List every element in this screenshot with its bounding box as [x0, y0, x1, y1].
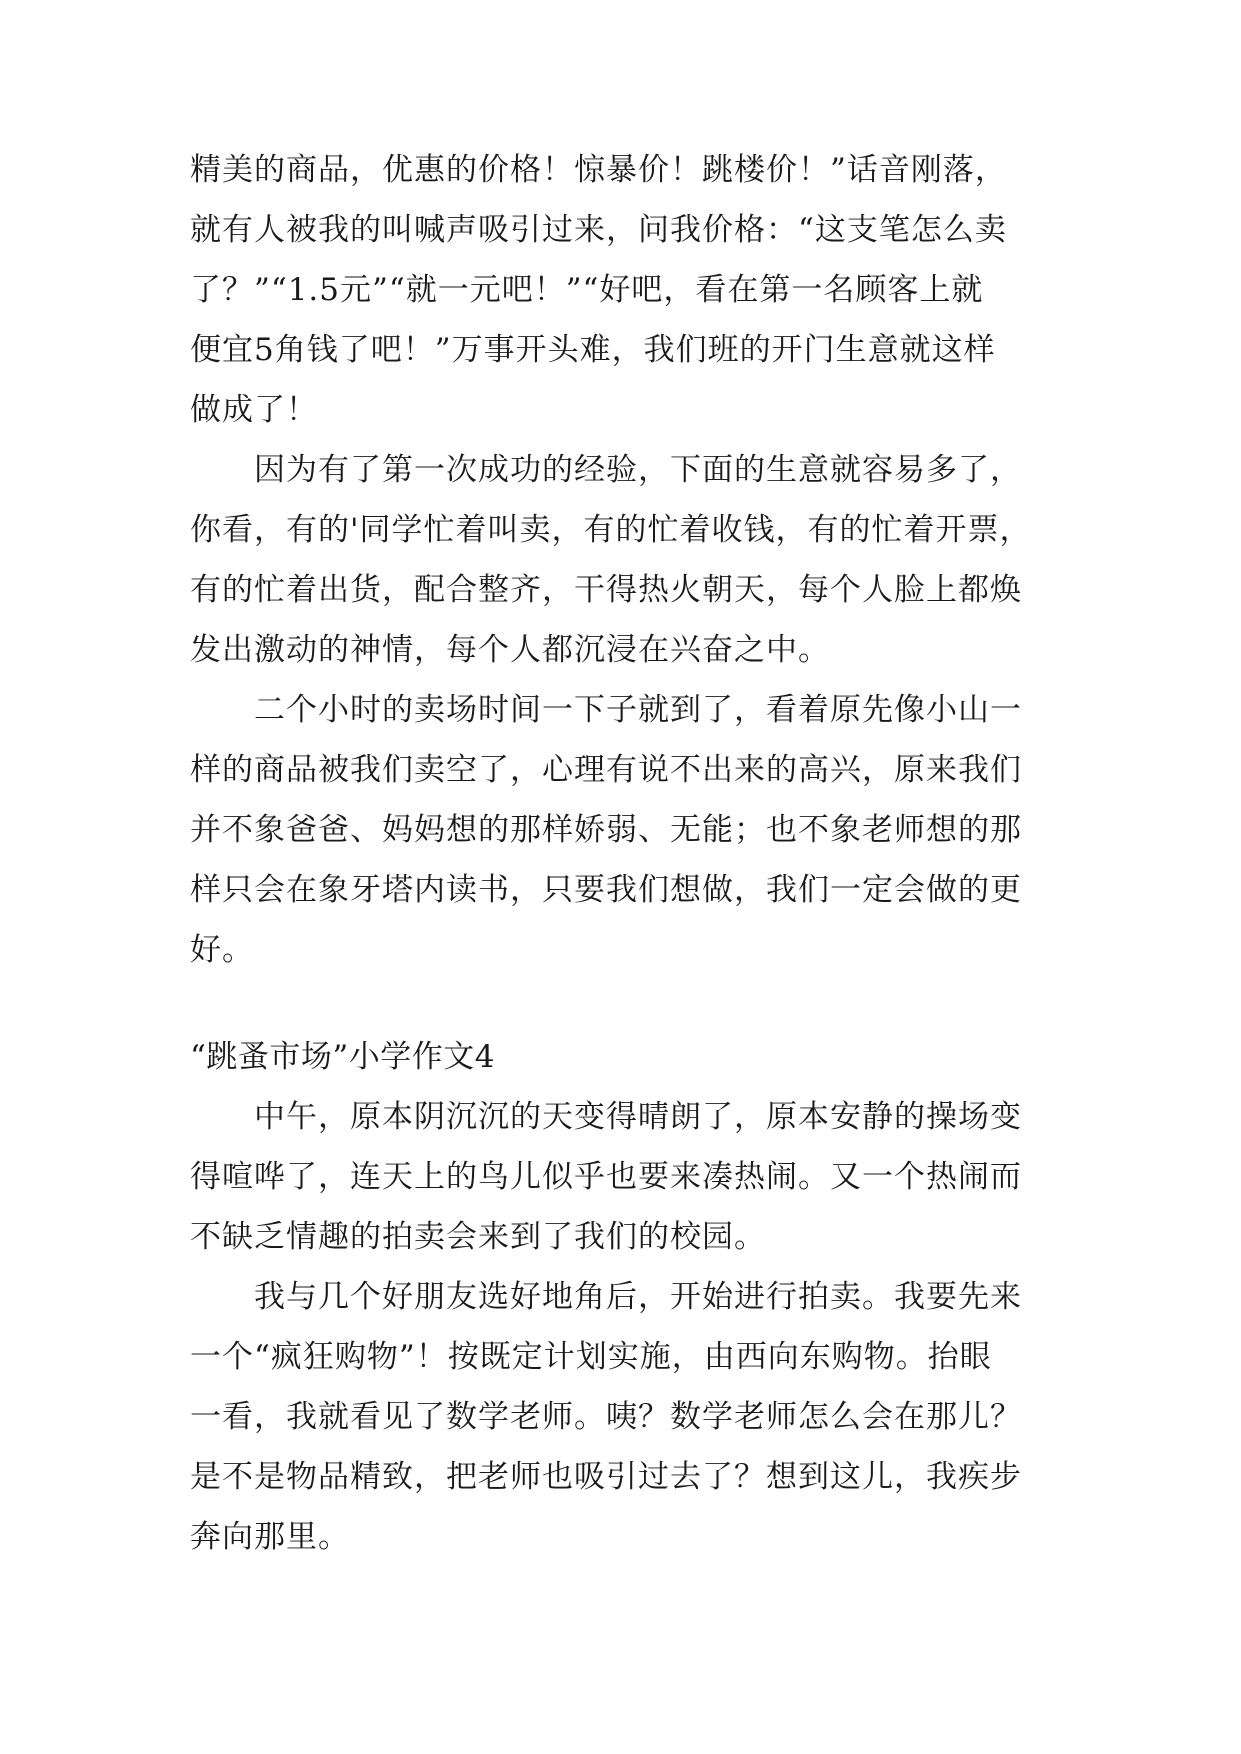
paragraph-line: 一个“疯狂购物”！按既定计划实施，由西向东购物。抬眼	[190, 1339, 992, 1375]
paragraph-line: 奔向那里。	[190, 1519, 350, 1555]
paragraph-line: 做成了！	[190, 392, 318, 428]
paragraph-line: 一看，我就看见了数学老师。咦？数学老师怎么会在那儿？	[190, 1399, 1022, 1435]
paragraph-line: 样只会在象牙塔内读书，只要我们想做，我们一定会做的更	[190, 872, 1022, 908]
paragraph-line: 便宜5角钱了吧！”万事开头难，我们班的开门生意就这样	[190, 332, 996, 368]
paragraph-line: 我与几个好朋友选好地角后，开始进行拍卖。我要先来	[254, 1279, 1022, 1315]
paragraph-line: 中午，原本阴沉沉的天变得晴朗了，原本安静的操场变	[254, 1099, 1022, 1135]
paragraph-line: 是不是物品精致，把老师也吸引过去了？想到这儿，我疾步	[190, 1459, 1022, 1495]
paragraph-line: 样的商品被我们卖空了，心理有说不出来的高兴，原来我们	[190, 752, 1022, 788]
paragraph-line: 二个小时的卖场时间一下子就到了，看着原先像小山一	[254, 692, 1022, 728]
paragraph-line: 好。	[190, 932, 254, 968]
paragraph-line: 就有人被我的叫喊声吸引过来，问我价格：“这支笔怎么卖	[190, 212, 1007, 248]
paragraph-line: 发出激动的神情，每个人都沉浸在兴奋之中。	[190, 632, 830, 668]
paragraph-line: 并不象爸爸、妈妈想的那样娇弱、无能；也不象老师想的那	[190, 812, 1022, 848]
paragraph-line: 不缺乏情趣的拍卖会来到了我们的校园。	[190, 1219, 766, 1255]
paragraph-line: 精美的商品，优惠的价格！惊暴价！跳楼价！”话音刚落，	[190, 152, 1007, 188]
paragraph-line: 得喧哗了，连天上的鸟儿似乎也要来凑热闹。又一个热闹而	[190, 1159, 1022, 1195]
paragraph-line: 了？”“1.5元”“就一元吧！”“好吧，看在第一名顾客上就	[190, 272, 984, 308]
paragraph-line: 有的忙着出货，配合整齐，干得热火朝天，每个人脸上都焕	[190, 572, 1022, 608]
paragraph-line: 你看，有的'同学忙着叫卖，有的忙着收钱，有的忙着开票，	[190, 512, 1032, 548]
section-heading: “跳蚤市场”小学作文4	[190, 1039, 495, 1075]
paragraph-line: 因为有了第一次成功的经验，下面的生意就容易多了，	[254, 452, 1022, 488]
